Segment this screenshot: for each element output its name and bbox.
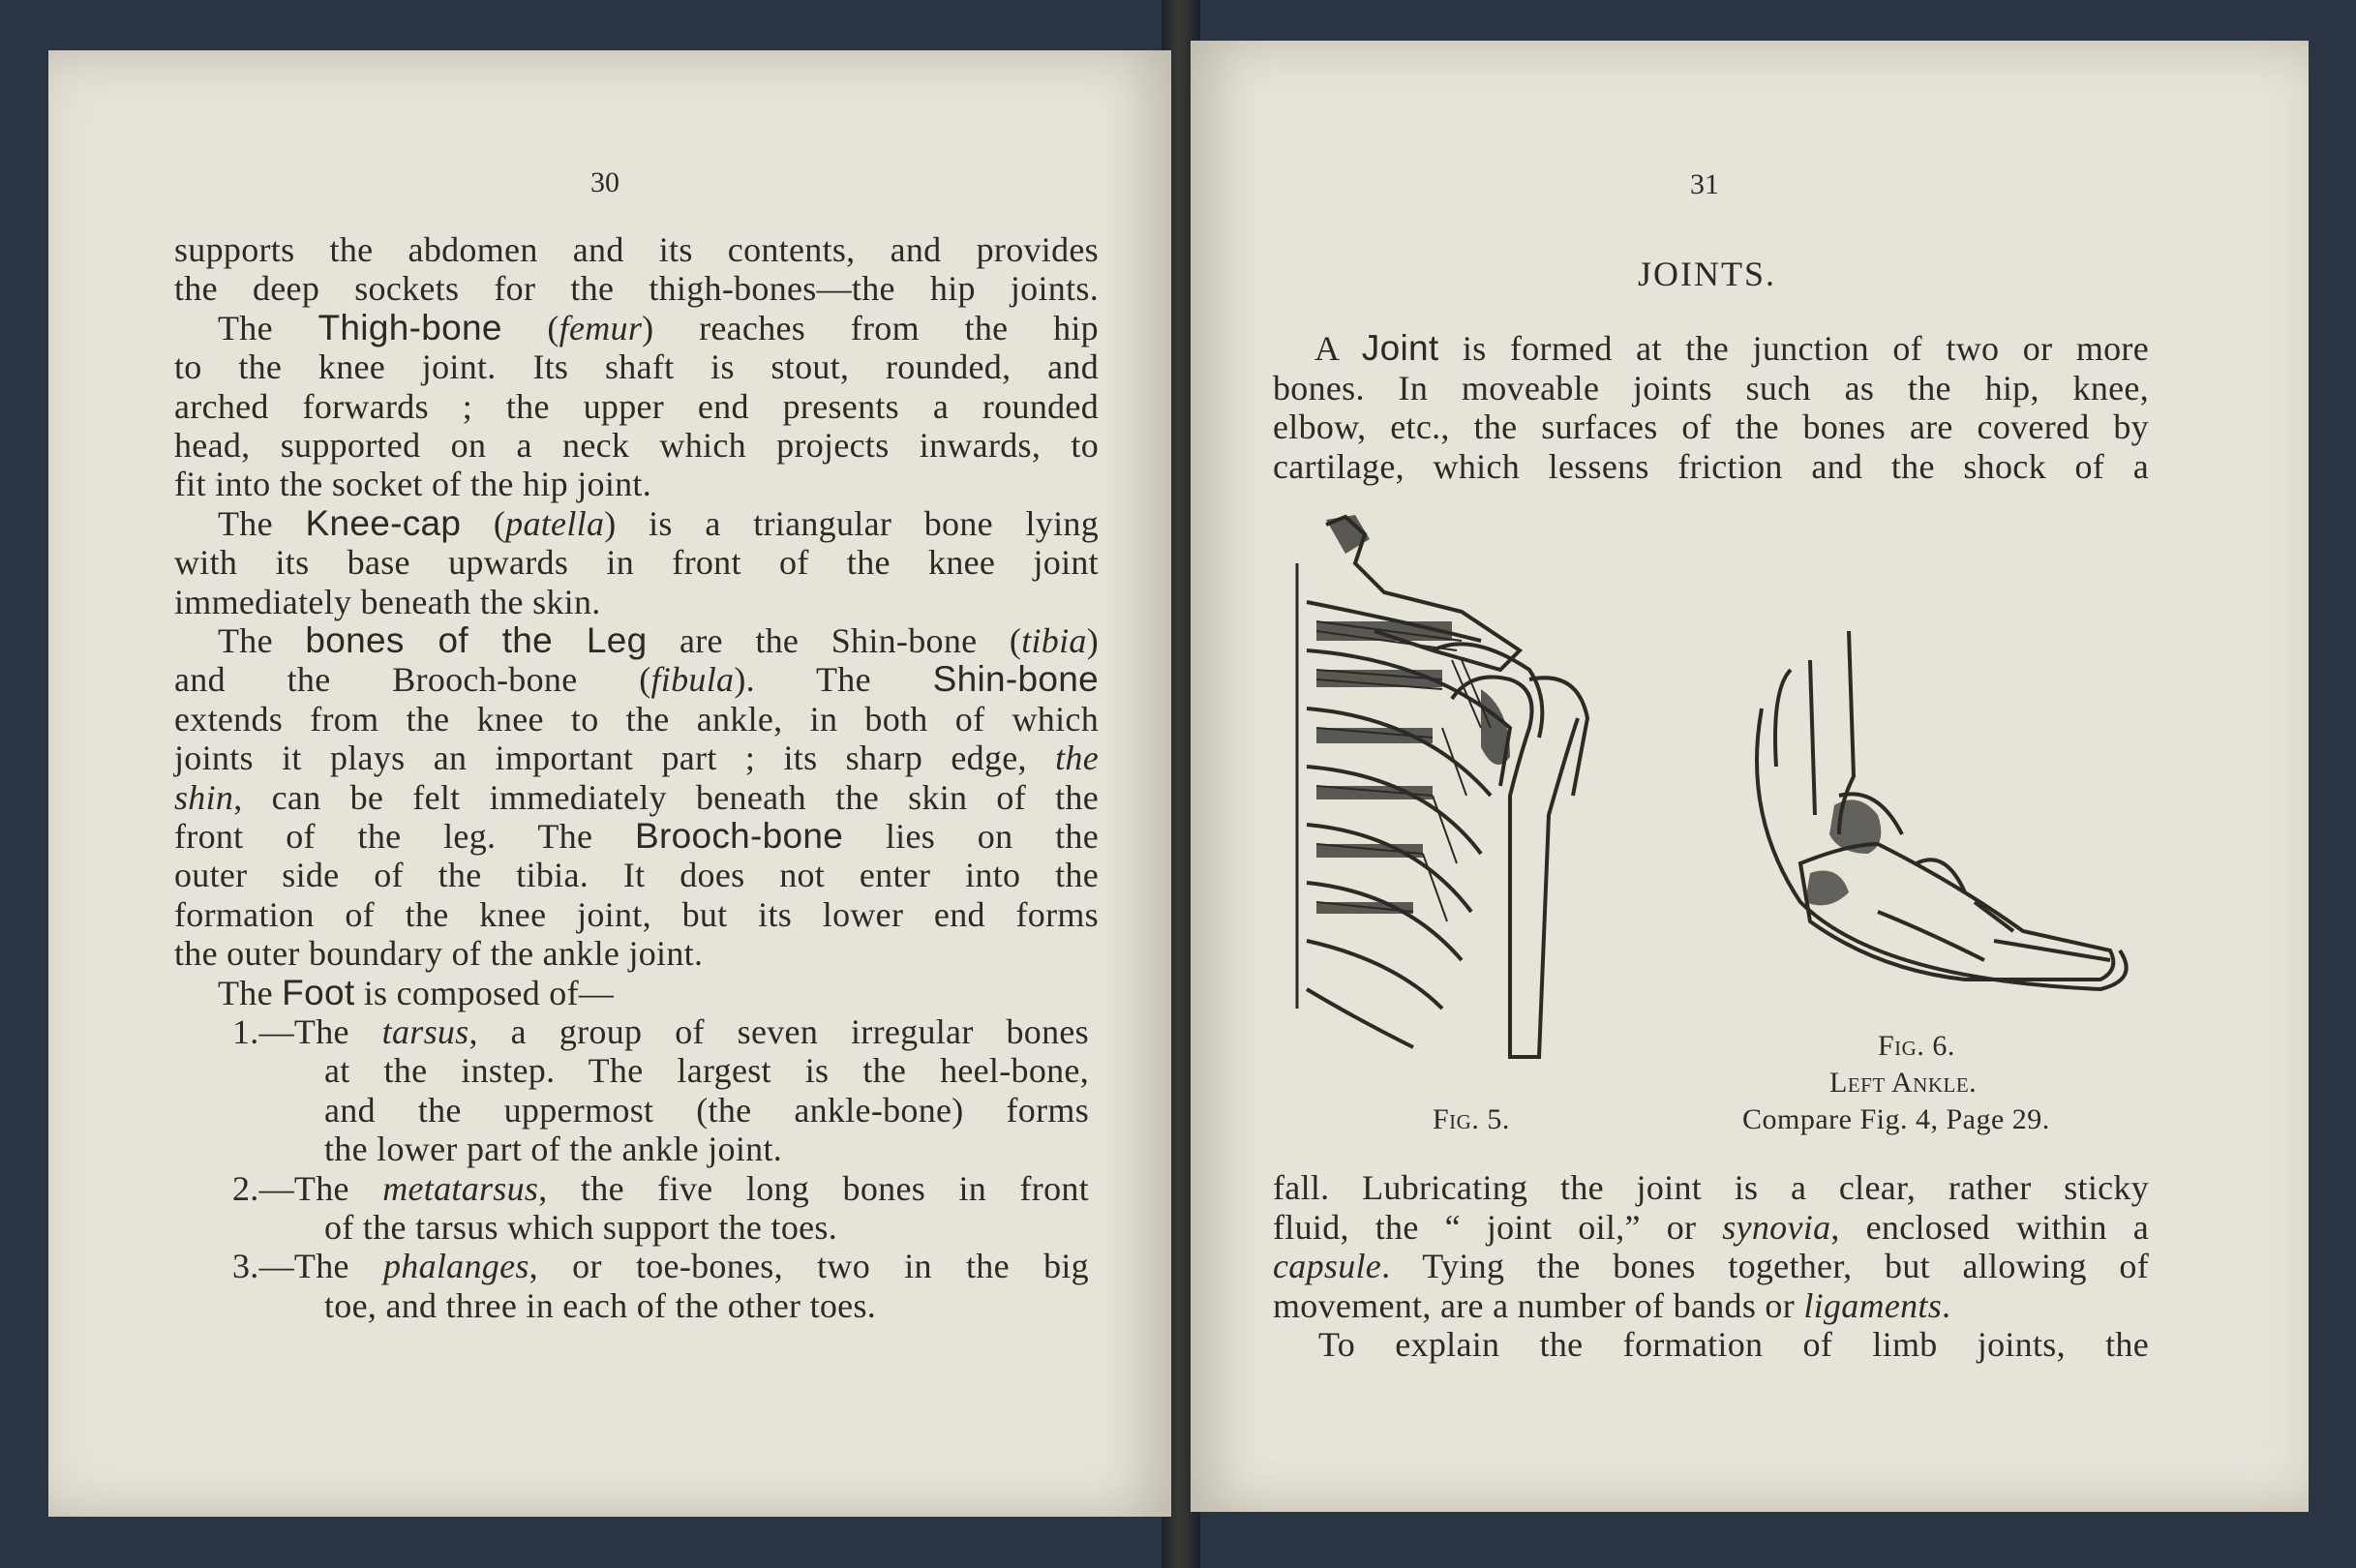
italic-term: ligaments	[1803, 1285, 1943, 1325]
text-line: the lower part of the ankle joint.	[324, 1130, 783, 1169]
text-line: shin, can be felt immediately beneath the skin of the	[174, 777, 1099, 817]
text-line: to the knee joint. Its shaft is stout, rounded, and	[174, 347, 1099, 387]
text-line: A Joint is formed at the junction of two or more	[1314, 328, 2149, 368]
shoulder-joint-illustration	[1287, 505, 1665, 1067]
text-line: at the instep. The largest is the heel-bone,	[324, 1051, 1089, 1091]
italic-term: capsule	[1273, 1247, 1382, 1285]
left-page	[48, 50, 1171, 1517]
italic-term: metatarsus	[382, 1168, 539, 1208]
keyword: Thigh-bone	[317, 307, 502, 347]
text-line: The Knee-cap (patella) is a triangular bone lying	[218, 502, 1100, 543]
text-line: 2.—The metatarsus, the five long bones in front	[232, 1168, 1089, 1208]
text-line: toe, and three in each of the other toes.	[324, 1285, 877, 1325]
figure-6-title: Left Ankle.	[1829, 1067, 1978, 1099]
keyword: bones of the Leg	[305, 620, 648, 660]
text-line: To explain the formation of limb joints, the	[1318, 1325, 2149, 1364]
text-line: of the tarsus which support the toes.	[324, 1208, 838, 1247]
text-line: movement, are a number of bands or ligaments.	[1273, 1285, 1951, 1325]
text-line: The Foot is composed of—	[218, 972, 615, 1012]
text-line: elbow, etc., the surfaces of the bones are covered by	[1273, 407, 2149, 446]
keyword: Knee-cap	[305, 502, 462, 543]
text-line: fit into the socket of the hip joint.	[174, 465, 652, 504]
section-heading: JOINTS.	[1638, 255, 1777, 293]
italic-term: fibula	[650, 660, 735, 700]
text-line: head, supported on a neck which projects inwards, to	[174, 426, 1099, 465]
text-line: 3.—The phalanges, or toe-bones, two in the big	[232, 1247, 1089, 1286]
text-line: the deep sockets for the thigh-bones—the hip joints.	[174, 269, 1099, 309]
italic-term: shin	[174, 777, 234, 817]
text-line: arched forwards ; the upper end presents a rounded	[174, 386, 1099, 426]
text-line: joints it plays an important part ; its sharp edge, the	[174, 739, 1099, 778]
italic-term: phalanges	[382, 1247, 529, 1286]
ankle-joint-illustration	[1733, 621, 2139, 1028]
text-line: The bones of the Leg are the Shin-bone (tibia)	[218, 620, 1099, 660]
italic-term: tarsus	[381, 1012, 469, 1051]
figure-5-caption: Fig. 5.	[1433, 1103, 1510, 1135]
italic-term: the	[1055, 739, 1099, 778]
text-line: The Thigh-bone (femur) reaches from the hip	[218, 307, 1099, 347]
page-number: 31	[1690, 168, 1719, 200]
text-line: fluid, the “ joint oil,” or synovia, enclosed within a	[1273, 1207, 2149, 1247]
keyword: Foot	[282, 972, 355, 1012]
text-line: immediately beneath the skin.	[174, 582, 601, 621]
text-line: outer side of the tibia. It does not enter into the	[174, 856, 1099, 895]
italic-term: femur	[559, 308, 643, 347]
text-line: front of the leg. The Brooch-bone lies on the	[174, 816, 1099, 856]
text-line: the outer boundary of the ankle joint.	[174, 934, 704, 974]
text-line: fall. Lubricating the joint is a clear, rather sticky	[1273, 1168, 2149, 1207]
figure-6-caption: Fig. 6.	[1878, 1030, 1955, 1062]
italic-term: tibia	[1021, 621, 1087, 660]
text-line: 1.—The tarsus, a group of seven irregular bones	[232, 1012, 1089, 1051]
text-line: and the Brooch-bone (fibula). The Shin-bone	[174, 659, 1099, 700]
italic-term: patella	[505, 503, 605, 543]
keyword: Brooch-bone	[634, 816, 844, 856]
page-number: 30	[590, 166, 619, 198]
text-line: extends from the knee to the ankle, in both of which	[174, 699, 1099, 739]
keyword: Joint	[1361, 328, 1439, 368]
right-page	[1191, 41, 2309, 1512]
keyword: Shin-bone	[932, 659, 1099, 700]
text-line: formation of the knee joint, but its lower end forms	[174, 894, 1099, 934]
text-line: cartilage, which lessens friction and the shock of a	[1273, 446, 2149, 486]
text-line: supports the abdomen and its contents, and provides	[174, 230, 1099, 269]
italic-term: synovia	[1722, 1207, 1831, 1247]
text-line: with its base upwards in front of the knee joint	[174, 543, 1099, 583]
text-line: and the uppermost (the ankle-bone) forms	[324, 1090, 1089, 1130]
figure-6-reference: Compare Fig. 4, Page 29.	[1742, 1103, 2050, 1135]
text-line: bones. In moveable joints such as the hip, knee,	[1273, 368, 2149, 407]
text-line: capsule. Tying the bones together, but allowing of	[1273, 1247, 2149, 1285]
